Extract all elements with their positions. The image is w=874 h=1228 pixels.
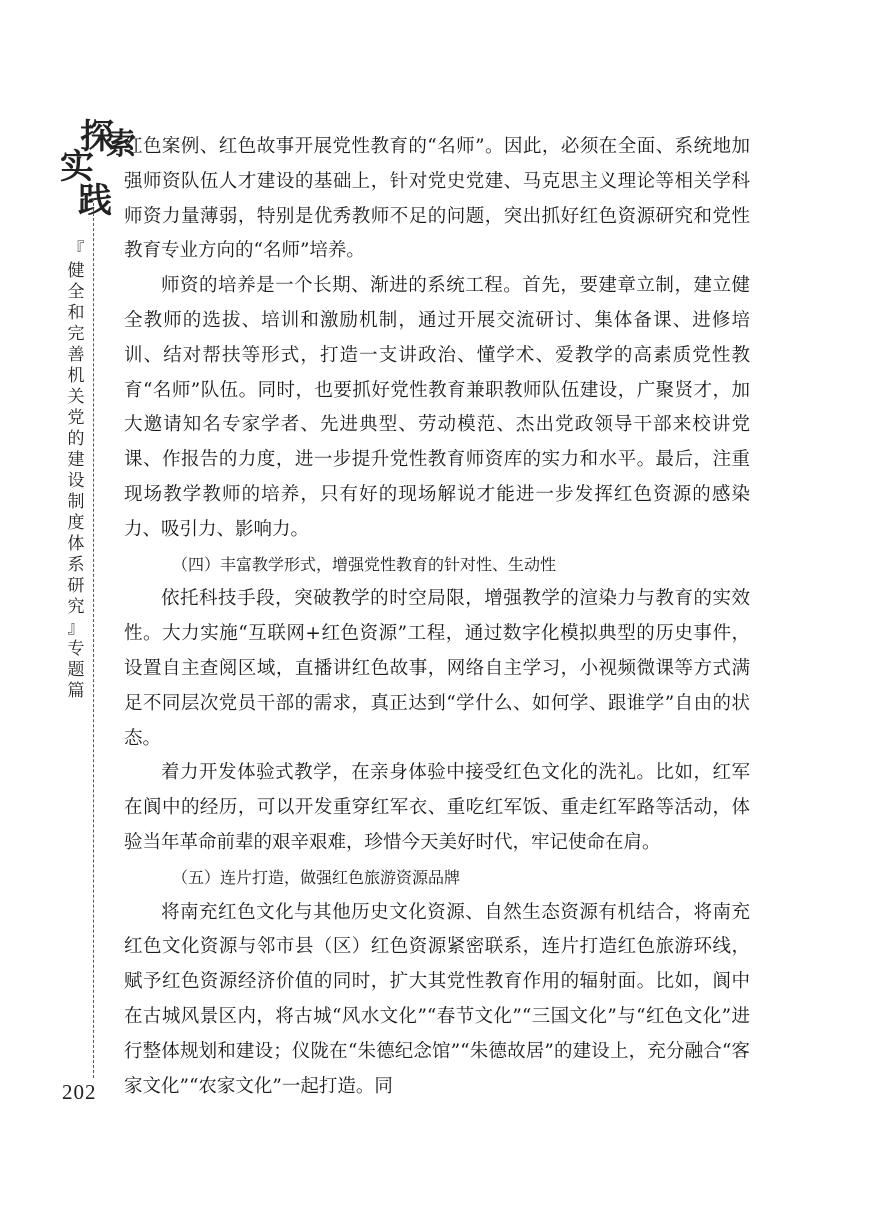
running-title-char: 制: [67, 492, 85, 512]
brand-char: 践: [78, 181, 112, 221]
running-title-char: 健: [67, 261, 85, 281]
running-title-char: 设: [67, 471, 85, 491]
running-title-char: 完: [67, 324, 85, 344]
paragraph: 师资的培养是一个长期、渐进的系统工程。首先，要建章立制，建立健全教师的选拔、培训和激励机制，通过开展交流研讨、集体备课、进修培训、结对帮扶等形式，打造一支讲政治、懂学术、爱教学的高素质党性教育“名师”队伍。同时，也要抓好党性教育兼职教师队伍建设，广聚贤才，加大邀请知名专家学者、先进典型、劳动模范、杰出党政领导干部来校讲党课、作报告的力度，进一步提升党性教育师资库的实力和水平。最后，注重现场教学教师的培养，只有好的现场解说才能进一步发挥红色资源的感染力、吸引力、影响力。: [124, 275, 750, 540]
running-title-char: 系: [67, 555, 85, 575]
running-title-char: 党: [67, 408, 85, 428]
paragraph: 依托科技手段，突破教学的时空局限，增强教学的渲染力与教育的实效性。大力实施“互联网+红色资源”工程，通过数字化模拟典型的历史事件，设置自主查阅区域，直播讲红色故事，网络自主学习，小视频微课等方式满足不同层次党员干部的需求，真正达到“学什么、如何学、跟谁学”自由的状态。: [124, 588, 750, 749]
paragraph: 着力开发体验式教学，在亲身体验中接受红色文化的洗礼。比如，红军在阆中的经历，可以开发重穿红军衣、重吃红军饭、重走红军路等活动，体验当年革命前辈的艰辛艰难，珍惜今天美好时代，牢记使命在肩。: [124, 762, 750, 853]
running-title-char: 和: [67, 303, 85, 323]
body-text: [124, 130, 750, 1104]
running-title-char: 度: [67, 513, 85, 533]
running-title-char: 究: [67, 597, 85, 617]
running-title-char: 建: [67, 450, 85, 470]
running-title-char: 全: [67, 282, 85, 302]
margin-divider: [93, 198, 94, 1078]
running-title-char: 』: [67, 618, 85, 638]
page-number: 202: [62, 1080, 97, 1104]
running-title-char: 的: [67, 429, 85, 449]
running-title-char: 题: [67, 660, 85, 680]
running-title-char: 机: [67, 366, 85, 386]
section-heading: （四）丰富教学形式，增强党性教育的针对性、生动性: [172, 554, 557, 574]
running-title-char: 善: [67, 345, 85, 365]
running-title-char: 体: [67, 534, 85, 554]
running-title-char: 『: [67, 240, 85, 260]
brand-char: 实: [60, 147, 94, 187]
brand-logo: [56, 117, 136, 230]
paragraph: 将南充红色文化与其他历史文化资源、自然生态资源有机结合，将南充红色文化资源与邻市县（区）红色资源紧密联系，连片打造红色旅游环线，赋予红色资源经济价值的同时，扩大其党性教育作用的辐射面。比如，阆中在古城风景区内，将古城“风水文化”“春节文化”“三国文化”与“红色文化”进行整体规划和建设；仪陇在“朱德纪念馆”“朱德故居”的建设上，充分融合“客家文化”“农家文化”一起打造。同: [124, 901, 750, 1097]
running-title-char: 关: [67, 387, 85, 407]
running-title-char: 专: [67, 639, 85, 659]
brand-char: 探: [80, 117, 114, 157]
running-title: [62, 240, 90, 702]
running-title-char: 研: [67, 576, 85, 596]
brand-char: 索: [106, 127, 136, 162]
running-title-char: 篇: [67, 681, 85, 701]
paragraph: 红色案例、红色故事开展党性教育的“名师”。因此，必须在全面、系统地加强师资队伍人才建设的基础上，针对党史党建、马克思主义理论等相关学科师资力量薄弱，特别是优秀教师不足的问题，突出抓好红色资源研究和党性教育专业方向的“名师”培养。: [124, 136, 750, 262]
section-heading: （五）连片打造，做强红色旅游资源品牌: [172, 867, 461, 887]
